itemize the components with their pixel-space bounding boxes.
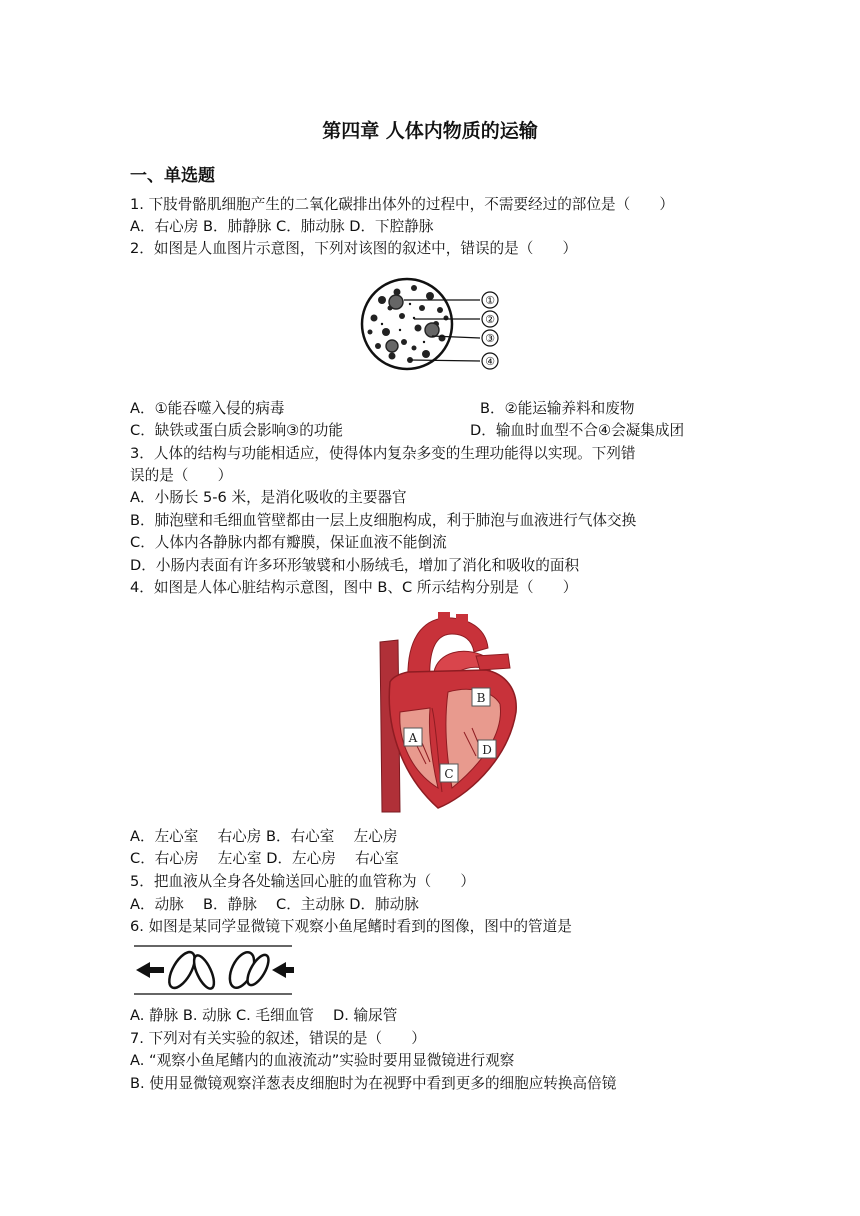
question-3-option-d: D．小肠内表面有许多环形皱襞和小肠绒毛，增加了消化和吸收的面积 bbox=[130, 557, 580, 574]
heart-label-a: A bbox=[408, 731, 418, 745]
question-3-option-a: A．小肠长 5-6 米，是消化吸收的主要器官 bbox=[130, 489, 407, 506]
question-1-stem: 1. 下肢骨骼肌细胞产生的二氧化碳排出体外的过程中，不需要经过的部位是（ ） bbox=[130, 196, 674, 213]
capillary-figure bbox=[130, 942, 296, 1000]
question-5-stem: 5．把血液从全身各处输送回心脏的血管称为（ ） bbox=[130, 873, 475, 890]
question-2-option-c: C．缺铁或蛋白质会影响③的功能 bbox=[130, 422, 343, 439]
question-7-stem: 7. 下列对有关实验的叙述，错误的是（ ） bbox=[130, 1030, 426, 1047]
question-2-options-row-1 bbox=[130, 399, 635, 419]
question-1-options: A．右心房 B．肺静脉 C．肺动脉 D．下腔静脉 bbox=[130, 218, 434, 235]
question-2-option-a: A．①能吞噬入侵的病毒 bbox=[130, 400, 285, 417]
question-4-options-row-1: A．左心室 右心房 B．右心室 左心房 bbox=[130, 828, 398, 845]
question-7-option-b: B. 使用显微镜观察洋葱表皮细胞时为在视野中看到更多的细胞应转换高倍镜 bbox=[130, 1075, 617, 1092]
question-6-options: A. 静脉 B. 动脉 C. 毛细血管 D. 输尿管 bbox=[130, 1007, 398, 1024]
figure-label-3: ③ bbox=[485, 332, 495, 345]
question-7-option-a: A. “观察小鱼尾鳍内的血液流动”实验时要用显微镜进行观察 bbox=[130, 1052, 515, 1069]
question-2-stem: 2．如图是人血图片示意图，下列对该图的叙述中，错误的是（ ） bbox=[130, 240, 578, 257]
heart-label-b: B bbox=[476, 691, 486, 705]
question-3-stem-line-2: 误的是（ ） bbox=[130, 467, 233, 484]
question-4-stem: 4．如图是人体心脏结构示意图，图中 B、C 所示结构分别是（ ） bbox=[130, 579, 578, 596]
question-6-stem: 6. 如图是某同学显微镜下观察小鱼尾鳍时看到的图像，图中的管道是 bbox=[130, 918, 572, 935]
question-4-options-row-2: C．右心房 左心室 D．左心房 右心室 bbox=[130, 850, 399, 867]
section-heading: 一、单选题 bbox=[130, 166, 215, 186]
figure-label-4: ④ bbox=[485, 355, 495, 368]
figure-label-1: ① bbox=[485, 294, 495, 307]
figure-label-2: ② bbox=[485, 313, 495, 326]
question-2-option-d: D．输血时血型不合④会凝集成团 bbox=[470, 422, 685, 439]
question-2-options-row-2 bbox=[130, 421, 685, 441]
heart-label-d: D bbox=[482, 743, 492, 757]
blood-smear-figure bbox=[352, 272, 512, 378]
page-title: 第四章 人体内物质的运输 bbox=[322, 120, 538, 142]
question-3-option-b: B．肺泡壁和毛细血管壁都由一层上皮细胞构成，利于肺泡与血液进行气体交换 bbox=[130, 512, 637, 529]
question-3-option-c: C．人体内各静脉内都有瓣膜，保证血液不能倒流 bbox=[130, 534, 447, 551]
question-3-stem-line-1: 3．人体的结构与功能相适应，使得体内复杂多变的生理功能得以实现。下列错 bbox=[130, 445, 636, 462]
question-5-options: A．动脉 B．静脉 C．主动脉 D．肺动脉 bbox=[130, 896, 419, 913]
heart-label-c: C bbox=[444, 767, 454, 781]
heart-diagram-figure bbox=[368, 612, 520, 816]
question-2-option-b: B．②能运输养料和废物 bbox=[480, 400, 635, 417]
